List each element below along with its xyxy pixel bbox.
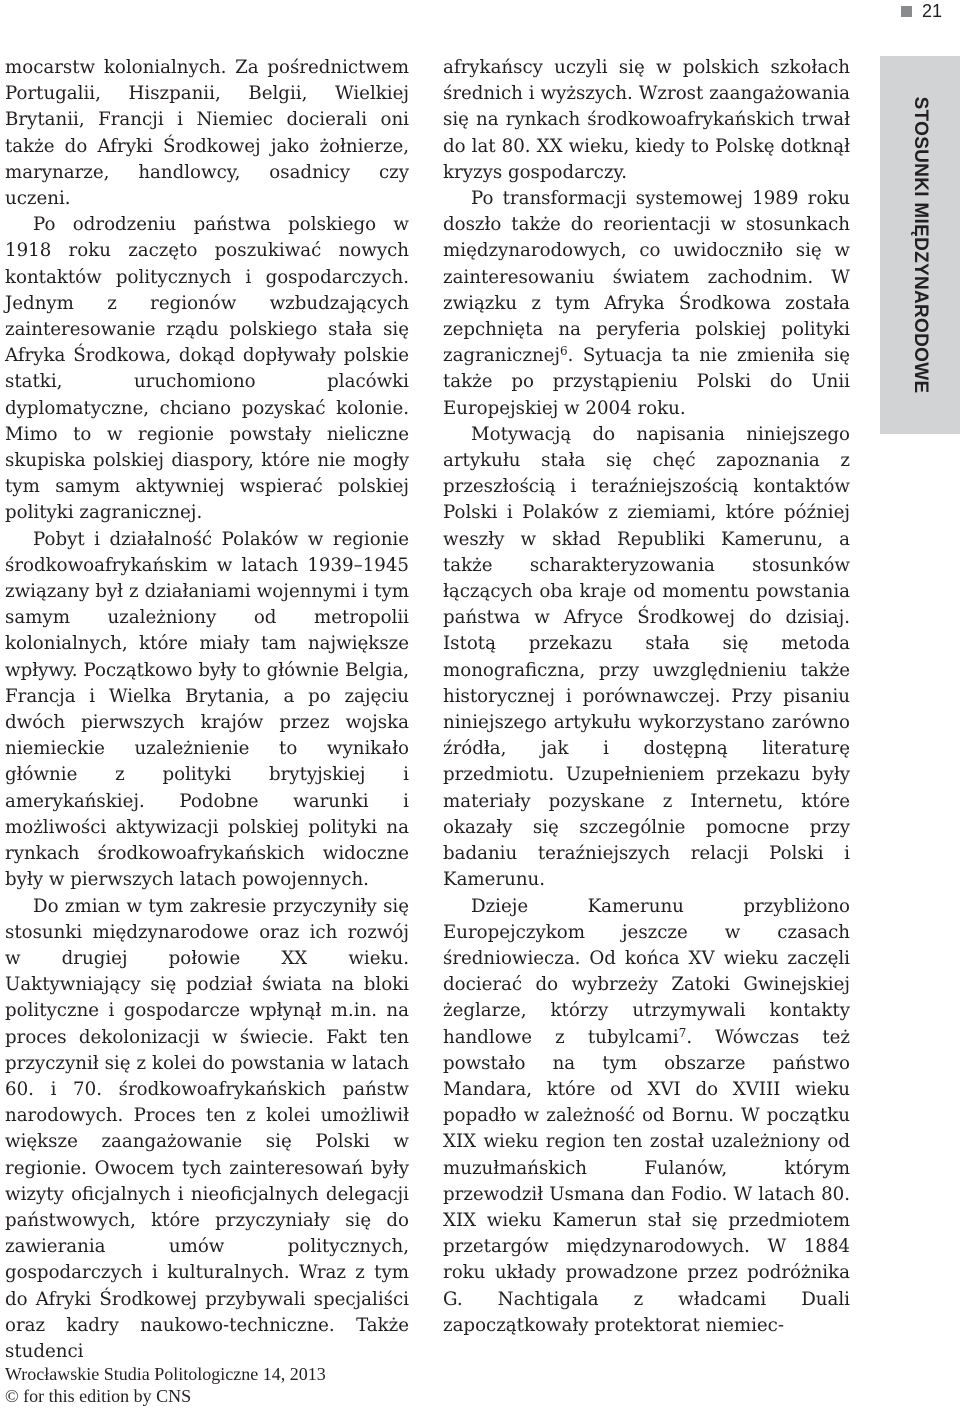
left-paragraph-3: Pobyt i działalność Polaków w regionie środkowoafrykańskim w latach 1939–1945 związany był z działaniami wojennymi i tym samym uzależniony od metropolii kolonialnych, które miały tam największe wpływy. Początkowo były to głównie Belgia, Francja i Wielka Brytania, a po zajęciu dwóch pierwszych krajów przez wojska niemieckie uzależnienie to wynikało głównie z polityki brytyjskiej i amerykańskiej. Podobne warunki i możliwości aktywizacji polskiej polityki na rynkach środkowoafrykańskich widoczne były w pierwszych latach powojennych. bbox=[5, 528, 409, 891]
right-paragraph-4 bbox=[443, 894, 850, 1339]
page-number-text: 21 bbox=[921, 1, 942, 21]
page-footer bbox=[5, 1363, 326, 1407]
left-paragraph-2: Po odrodzeniu państwa polskiego w 1918 roku zaczęto poszukiwać nowych kontaktów politycznych i gospodarczych. Jednym z regionów wzbudzających zainteresowanie rządu polskiego stała się Afryka Środkowa, dokąd dopływały polskie statki, uruchomiono placówki dyplomatyczne, chciano pozyskać kolonie. Mimo to w regionie powstały nieliczne skupiska polskiej diaspory, które nie mogły tym samym aktywniej wspierać polskiej polityki zagranicznej. bbox=[5, 214, 409, 524]
right-paragraph-1: afrykańscy uczyli się w polskich szkołach średnich i wyższych. Wzrost zaangażowania się na rynkach środkowoafrykańskich trwał do lat 80. XX wieku, kiedy to Polskę dotknął kryzys gospodarczy. bbox=[443, 57, 850, 183]
section-side-tab bbox=[880, 56, 960, 434]
footer-copyright: © for this edition by CNS bbox=[5, 1386, 192, 1406]
right-paragraph-4-text-a: Dzieje Kamerunu przybliżono Europejczykom jeszcze w czasach średniowiecza. Od końca XV wieku zaczęli docierać do wybrzeży Zatoki Gwinejskiej żeglarze, którzy utrzymywali kontakty handlowe z tubylcami bbox=[443, 895, 850, 1048]
right-paragraph-3: Motywacją do napisania niniejszego artykułu stała się chęć zapoznania z przeszłością i teraźniejszością kontaktów Polski i Polaków z ziemiami, które później weszły w skład Republiki Kamerunu, a także scharakteryzowania stosunków łączących oba kraje od momentu powstania państwa w Afryce Środkowej do dzisiaj. Istotą przekazu stała się metoda monograficzna, przy uwzględnieniu także historycznej i porównawczej. Przy pisaniu niniejszego artykułu wykorzystano zarówno źródła, jak i dostępną literaturę przedmiotu. Uzupełnieniem przekazu były materiały pozyskane z Internetu, które okazały się szczególnie pomocne przy badaniu teraźniejszych relacji Polski i Kamerunu. bbox=[443, 423, 850, 891]
footnote-ref-7[interactable]: 7 bbox=[678, 1025, 687, 1040]
page-number bbox=[901, 0, 942, 22]
right-paragraph-4-text-b: . Wówczas też powstało na tym obszarze państwo Mandara, które od XVI do XVIII wieku popadło w zależność od Bornu. W początku XIX wieku region ten został uzależniony od muzułmańskich Fulanów, którym przewodził Usmana dan Fodio. W latach 80. XIX wieku Kamerun stał się przedmiotem przetargów międzynarodowych. W 1884 roku układy prowadzone przez podróżnika G. Nachtigala z władcami Duali zapoczątkowały protektorat niemiec- bbox=[443, 1026, 850, 1336]
right-text-column bbox=[443, 55, 850, 1339]
footnote-ref-6[interactable]: 6 bbox=[560, 344, 568, 359]
left-paragraph-4: Do zmian w tym zakresie przyczyniły się stosunki międzynarodowe oraz ich rozwój w drugiej połowie XX wieku. Uaktywniający się podział świata na bloki polityczne i gospodarcze wpłynął m.in. na proces dekolonizacji w świecie. Fakt ten przyczynił się z kolei do powstania w latach 60. i 70. środkowoafrykańskich państw narodowych. Proces ten z kolei umożliwił większe zaangażowanie się Polski w regionie. Owocem tych zainteresowań były wizyty oficjalnych i nieoficjalnych delegacji państwowych, które przyczyniały się do zawierania umów politycznych, gospodarczych i kulturalnych. Wraz z tym do Afryki Środkowej przybywali specjaliści oraz kadry naukowo-techniczne. Także studenci bbox=[5, 895, 409, 1362]
page-marker-square bbox=[901, 6, 912, 17]
left-text-column bbox=[5, 55, 409, 1365]
right-paragraph-2-text-b: . Sytuacja ta nie zmieniła się także po przystąpieniu Polski do Unii Europejskiej w 2004 roku. bbox=[443, 345, 850, 419]
right-paragraph-2-text-a: Po transformacji systemowej 1989 roku doszło także do reorientacji w stosunkach międzynarodowych, co uwidoczniło się w zainteresowaniu światem zachodnim. W związku z tym Afryka Środkowa została zepchnięta na peryferia polskiej polityki zagranicznej bbox=[443, 188, 850, 367]
footer-journal: Wrocławskie Studia Politologiczne 14, 2013 bbox=[5, 1364, 326, 1384]
left-paragraph-1: mocarstw kolonialnych. Za pośrednictwem Portugalii, Hiszpanii, Belgii, Wielkiej Brytanii, Francji i Niemiec docierali oni także do Afryki Środkowej jako żołnierze, marynarze, handlowcy, osadnicy czy uczeni. bbox=[5, 57, 409, 210]
right-paragraph-2 bbox=[443, 186, 850, 422]
section-side-tab-label: STOSUNKI MIĘDZYNARODOWE bbox=[910, 96, 931, 394]
